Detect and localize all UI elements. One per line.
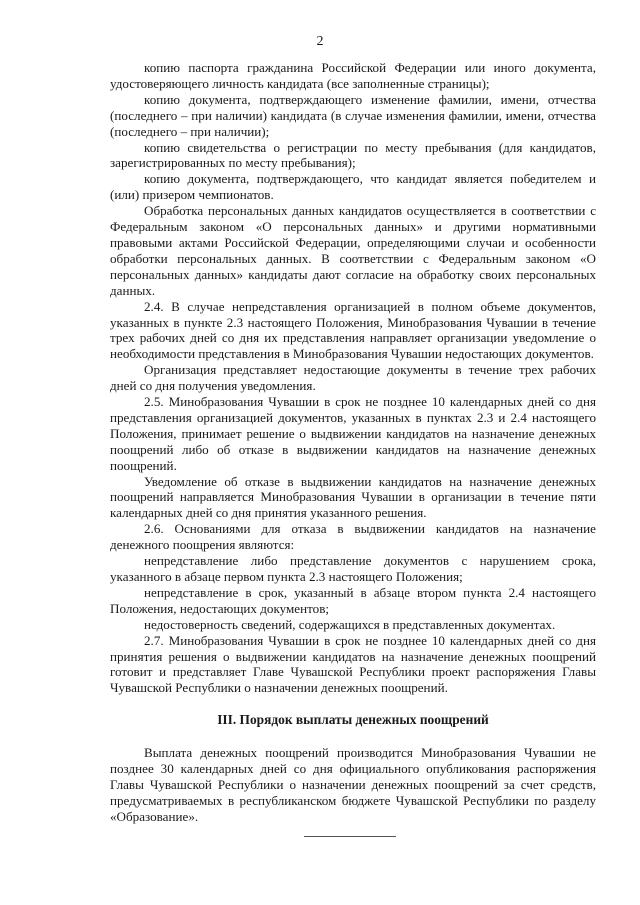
paragraph-2-6: 2.6. Основаниями для отказа в выдвижении кандидатов на назначение денежного поощрения являются: (110, 521, 596, 553)
paragraph-personal-data: Обработка персональных данных кандидатов осуществляется в соответствии с Федеральным законом «О персональных данных» и другими нормативными правовыми актами Российской Федерации, определяющими случаи и особенности обработки персональных данных. В соответствии с Федеральным законом «О персональных данных» кандидаты дают согласие на обработку своих персональных данных. (110, 203, 596, 298)
paragraph-passport-copy: копию паспорта гражданина Российской Федерации или иного документа, удостоверяющего личность кандидата (все заполненные страницы); (110, 60, 596, 91)
paragraph-missing-in-time: непредставление в срок, указанный в абзаце втором пункта 2.4 настоящего Положения, недостающих документов; (110, 584, 596, 616)
paragraph-winner-copy: копию документа, подтверждающего, что кандидат является победителем и (или) призером чемпионатов. (110, 171, 596, 203)
paragraph-2-5: 2.5. Минобразования Чувашии в срок не позднее 10 календарных дней со дня представления организацией документов, указанных в пунктах 2.3 и 2.4 настоящего Положения, принимает решение о выдвижении кандидатов на назначение денежных поощрений либо об отказе в выдвижении кандидатов на назначение денежных поощрений. (110, 394, 596, 473)
paragraph-inaccuracy: недостоверность сведений, содержащихся в представленных документах. (144, 616, 556, 632)
section-heading: III. Порядок выплаты денежных поощрений (217, 712, 489, 727)
paragraph-late-submission: непредставление либо представление документов с нарушением срока, указанного в абзаце первом пункта 2.3 настоящего Положения; (110, 553, 596, 584)
paragraph-2-4: 2.4. В случае непредставления организацией в полном объеме документов, указанных в пункте 2.3 настоящего Положения, Минобразования Чувашии в течение трех рабочих дней со дня их представления направляет организации уведомление о необходимости представления в Минобразования Чувашии недостающих документов. (110, 298, 596, 362)
body-text (110, 60, 596, 696)
paragraph-name-change-copy: копию документа, подтверждающего изменение фамилии, имени, отчества (последнего – при наличии) кандидата (в случае изменения фамилии, имени, отчества (последнего – при наличии); (110, 91, 596, 139)
paragraph-payment: Выплата денежных поощрений производится Минобразования Чувашии не позднее 30 календарных дней со дня официального опубликования распоряжения Главы Чувашской Республики о назначении денежных поощрений за счет средств, предусматриваемых в республиканском бюджете Чувашской Республики по разделу «Образование». (110, 745, 596, 824)
paragraph-2-7: 2.7. Минобразования Чувашии в срок не позднее 10 календарных дней со дня принятия решения о выдвижении кандидатов на назначение денежных поощрений готовит и представляет Главе Чувашской Республики проект распоряжения Главы Чувашской Республики о назначении денежных поощрений. (110, 632, 596, 696)
paragraph-registration-copy: копию свидетельства о регистрации по месту пребывания (для кандидатов, зарегистрированных по месту пребывания); (110, 139, 596, 171)
page-number: 2 (316, 34, 324, 49)
closing-text (110, 745, 596, 825)
paragraph-refusal-notice: Уведомление об отказе в выдвижении кандидатов на назначение денежных поощрений направляется Минобразования Чувашии в организации в течение пяти календарных дней со дня принятия указанного решения. (110, 473, 596, 521)
paragraph-missing-documents: Организация представляет недостающие документы в течение трех рабочих дней со дня получения уведомления. (110, 362, 596, 394)
end-divider (304, 836, 396, 837)
